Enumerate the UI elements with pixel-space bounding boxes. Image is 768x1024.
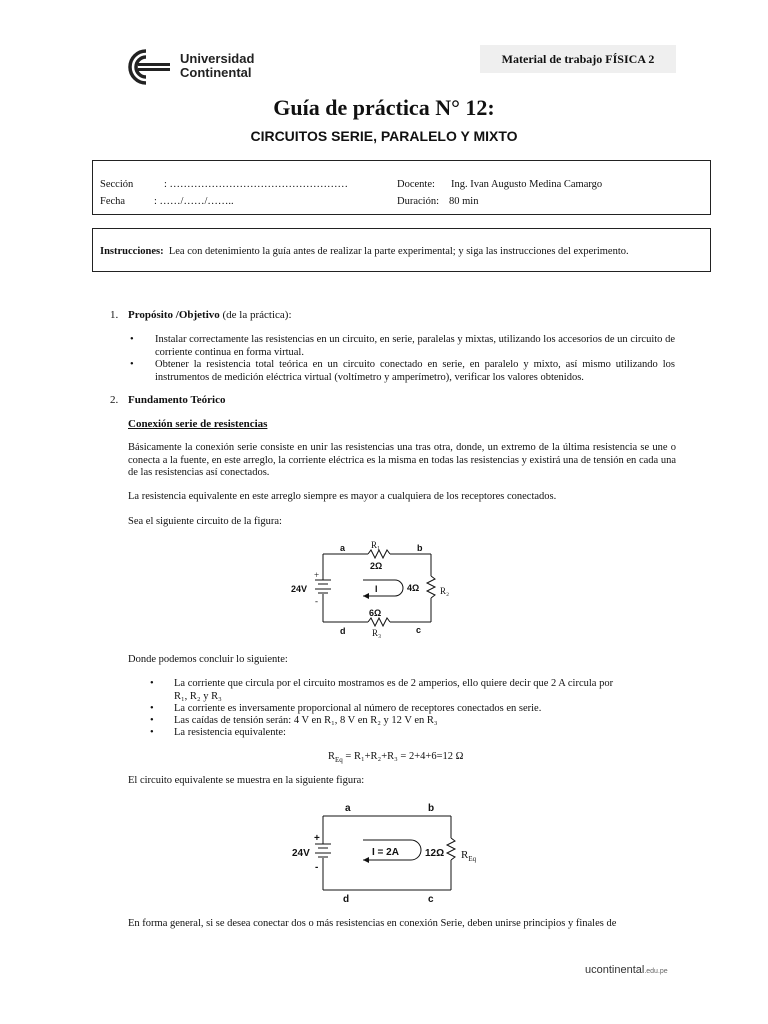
conclusion-2: La corriente es inversamente proporcional al número de receptores conectados en serie. [174,703,542,714]
objective-1: Instalar correctamente las resistencias en un circuito, en serie, paralelas y mixtas, utilizando los accesorios de un circuito de corriente continua en forma virtual. [155,334,675,358]
node-b: b [428,803,435,814]
series-circuit-diagram [285,536,475,640]
conclusion-4: La resistencia equivalente: [174,727,286,738]
minus-sign: - [315,862,319,873]
source-voltage: 24V [291,584,308,594]
req-value: 12Ω [425,848,445,859]
docente-value: Ing. Ivan Augusto Medina Camargo [451,179,603,190]
source-voltage: 24V [292,848,310,859]
section2-heading: Fundamento Teórico [128,394,226,406]
node-d: d [343,894,350,905]
objective-2: Obtener la resistencia total teórica en un circuito conectado en serie, en paralelo y mixto, así mismo utilizando los instrumentos de medición eléctrica virtual (voltímetro y amperímetro), verificar los valores obtenidos. [155,359,675,383]
r2-value: 4Ω [407,583,420,593]
bullet-dot: • [150,703,154,714]
docente-label: Docente: [397,179,435,190]
bullet-dot: • [130,334,134,345]
section1-heading: Propósito /Objetivo (de la práctica): [128,309,292,321]
page-title: Guía de práctica N° 12: [273,95,495,120]
plus-sign: + [314,570,320,580]
node-a: a [340,543,346,553]
equivalent-circuit-diagram [285,798,495,908]
paragraph-1: Básicamente la conexión serie consiste en unir las resistencias una tras otra, donde, un extremo de la última resistencia se une o conecta a la fuente, en este arreglo, la corriente eléctrica es la misma en todas las resistencias y existirá una de tensión en cada una de las resistencias así conectados. [128,442,676,478]
plus-sign: + [314,833,320,844]
current-label: I = 2A [372,847,399,858]
bullet-dot: • [150,727,154,738]
minus-sign: - [315,596,318,606]
fecha-label: Fecha [100,196,126,207]
paragraph-6: En forma general, si se desea conectar dos o más resistencias en conexión Serie, deben unirse principios y finales de [128,918,617,929]
paragraph-3: Sea el siguiente circuito de la figura: [128,516,282,527]
university-name: Universidad Continental [180,51,255,80]
section2-subheading: Conexión serie de resistencias [128,418,268,430]
page-subtitle: CIRCUITOS SERIE, PARALELO Y MIXTO [250,128,518,144]
section1-number: 1. [110,309,119,321]
material-label: Material de trabajo FÍSICA 2 [480,45,676,73]
node-d: d [340,626,346,636]
node-c: c [416,625,422,635]
conclusion-1: La corriente que circula por el circuito mostramos es de 2 amperios, ello quiere decir que 2 A circula por R₁, R₂ y R₃ [174,678,614,702]
node-a: a [345,803,351,814]
duracion-value: 80 min [449,196,479,207]
paragraph-2: La resistencia equivalente en este arreglo siempre es mayor a cualquiera de los receptores conectados. [128,491,557,502]
fecha-value: : ……/……/…….. [154,196,234,207]
bullet-dot: • [150,715,154,726]
bullet-dot: • [130,359,134,370]
seccion-label: Sección [100,179,134,190]
paragraph-4: Donde podemos concluir lo siguiente: [128,654,288,665]
footer-brand: ucontinental.edu.pe [585,964,668,976]
req-label: $R_{Eq}$ [461,849,477,863]
r2-label: R₂ [440,586,450,596]
current-label: I [375,584,378,594]
node-b: b [417,543,423,553]
university-logo [116,48,176,86]
duracion-label: Duración: [397,196,439,207]
conclusion-3: Las caídas de tensión serán: 4 V en R₁, 8 V en R₂ y 12 V en R₃ [174,715,438,726]
seccion-value: : …………………………………………… [164,179,349,190]
paragraph-5: El circuito equivalente se muestra en la siguiente figura: [128,775,365,786]
bullet-dot: • [150,678,154,689]
r3-label: R₃ [372,628,382,638]
r3-value: 6Ω [369,608,382,618]
r1-value: 2Ω [370,561,383,571]
equivalent-formula: $R_{Eq} = R_1+R_2+R_3 = 2+4+6=12$ Ω [328,751,464,765]
section2-number: 2. [110,394,119,406]
node-c: c [428,894,434,905]
instructions-text: Instrucciones: Lea con detenimiento la guía antes de realizar la parte experimental; y siga las instrucciones del experimento. [100,246,629,257]
r1-label: R₁ [371,540,381,550]
